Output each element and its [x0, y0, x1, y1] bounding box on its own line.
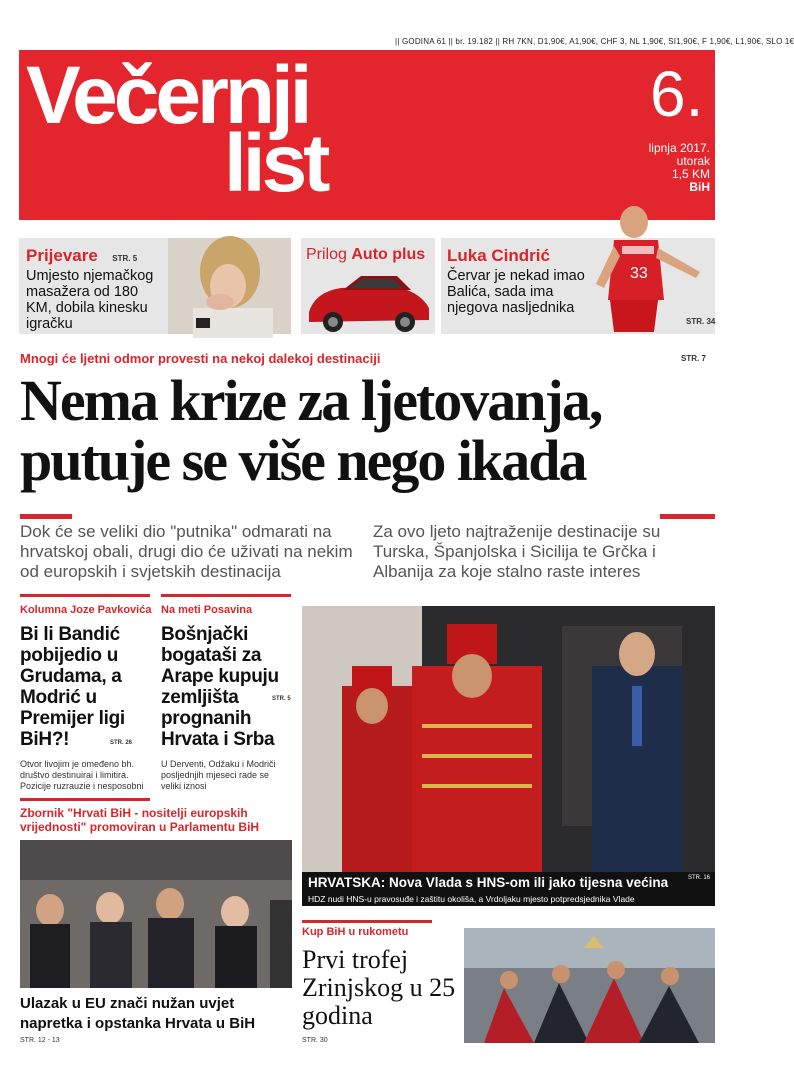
teaser-auto-title — [306, 246, 425, 264]
lead-headline-1[interactable]: Nema krize za ljetovanja, — [20, 368, 602, 433]
woman-photo-illustration — [168, 238, 291, 334]
eu-page: STR. 12 - 13 — [20, 1037, 60, 1044]
teaser-title — [26, 246, 137, 266]
handball-team-photo — [464, 928, 715, 1043]
sport-kicker: Kup BiH u rukometu — [302, 926, 409, 938]
region: BiH — [689, 180, 710, 194]
column1-page: STR. 26 — [110, 740, 133, 746]
teaser-page: STR. 5 — [112, 254, 138, 263]
eu-bar — [20, 798, 150, 801]
weekday: utorak — [676, 154, 710, 168]
photo-caption-sub: HDZ nudi HNS-u pravosuđe i zaštitu okoliša, a Vrdoljaku mjesto potpredsjednika Vlade — [308, 894, 635, 904]
photo-caption-head[interactable]: HRVATSKA: Nova Vlada s HNS-om ili jako tijesna većina — [308, 875, 669, 890]
column2-kicker: Na meti Posavina — [161, 604, 253, 616]
teaser-auto-prefix: Prilog — [306, 246, 347, 263]
eu-headline[interactable]: Ulazak u EU znači nužan uvjet napretka i opstanka Hrvata u BiH — [20, 995, 256, 1032]
photo-caption-page: STR. 16 — [688, 875, 711, 881]
column2-summary: U Derventi, Odžaku i Modriči posljednjih mjeseci rade se veliki iznosi — [161, 759, 276, 791]
car-illustration — [301, 268, 435, 334]
sport-headline[interactable]: Prvi trofej Zrinjskog u 25 godina — [302, 945, 456, 1030]
lead-deck-left: Dok će se veliki dio "putnika" odmarati na hrvatskoj obali, drugi dio će uživati na nekim od europskih i svjetskih destinacija — [20, 522, 353, 581]
lead-deck-right: Za ovo ljeto najtraženije destinacije su Turska, Španjolska i Sicilija te Grčka i Albanija za koje stalno raste interes — [373, 522, 661, 581]
handball-player-photo — [592, 200, 712, 334]
lead-headline-2[interactable]: putuje se više nego ikada — [20, 428, 586, 493]
teaser-luka-title: Luka Cindrić — [447, 246, 550, 265]
red-car-photo — [301, 268, 435, 334]
government-guard-photo — [302, 606, 715, 872]
column2-bar — [161, 594, 291, 597]
sport-page: STR. 30 — [302, 1037, 328, 1044]
edition-info: || GODINA 61 || br. 19.182 || RH 7KN, D1,90€, A1,90€, CHF 3, NL 1,90€, SI1,90€, F 1,90€, L1,90€, SLO 1€ — [395, 37, 794, 46]
column2-page: STR. 5 — [272, 696, 291, 702]
woman-photo — [168, 238, 291, 334]
lead-kicker: Mnogi će ljetni odmor provesti na nekoj dalekoj destinaciji — [20, 351, 381, 366]
issue-day: 6. — [650, 58, 704, 130]
team-illustration — [464, 928, 715, 1043]
column1-summary: Otvor livojim je omeđeno bh. društvo destinuirai i limitira. Pozicije ruzrauzie i nesposobni — [20, 759, 144, 791]
player-illustration — [592, 200, 712, 334]
svg-text:33: 33 — [630, 265, 648, 282]
logo-line2: list — [224, 118, 327, 209]
lead-page: STR. 7 — [681, 354, 706, 363]
teaser-luka-text: Červar je nekad imao Balića, sada ima njegova nasljednika — [447, 268, 585, 316]
deck-bar-left — [20, 514, 72, 519]
deck-bar-right — [660, 514, 715, 519]
month-year: lipnja 2017. — [648, 141, 710, 155]
parliament-illustration — [20, 840, 292, 988]
logo-line1: Večernji — [26, 50, 309, 141]
eu-kicker: Zbornik "Hrvati BiH - nositelji europskih vrijednosti" promoviran u Parlamentu BiH — [20, 806, 260, 834]
parliament-photo — [20, 840, 292, 988]
column2-headline[interactable]: Bošnjački bogataši za Arape kupuju zemljišta prognanih Hrvata i Srba — [161, 624, 279, 750]
teaser-title-text: Prijevare — [26, 246, 98, 265]
column1-headline[interactable]: Bi li Bandić pobijedio u Grudama, a Modrić u Premijer ligi BiH?! — [20, 624, 125, 750]
column1-kicker: Kolumna Joze Pavkovića — [20, 604, 152, 616]
price: 1,5 KM — [671, 167, 710, 181]
guard-illustration — [302, 606, 715, 872]
teaser-luka-page: STR. 34 — [686, 317, 716, 326]
sport-bar — [302, 920, 432, 923]
issue-date-info — [600, 142, 710, 194]
teaser-auto-name: Auto plus — [351, 246, 426, 263]
column1-bar — [20, 594, 150, 597]
teaser-text: Umjesto njemačkog masažera od 180 KM, dobila kinesku igračku — [26, 268, 154, 332]
